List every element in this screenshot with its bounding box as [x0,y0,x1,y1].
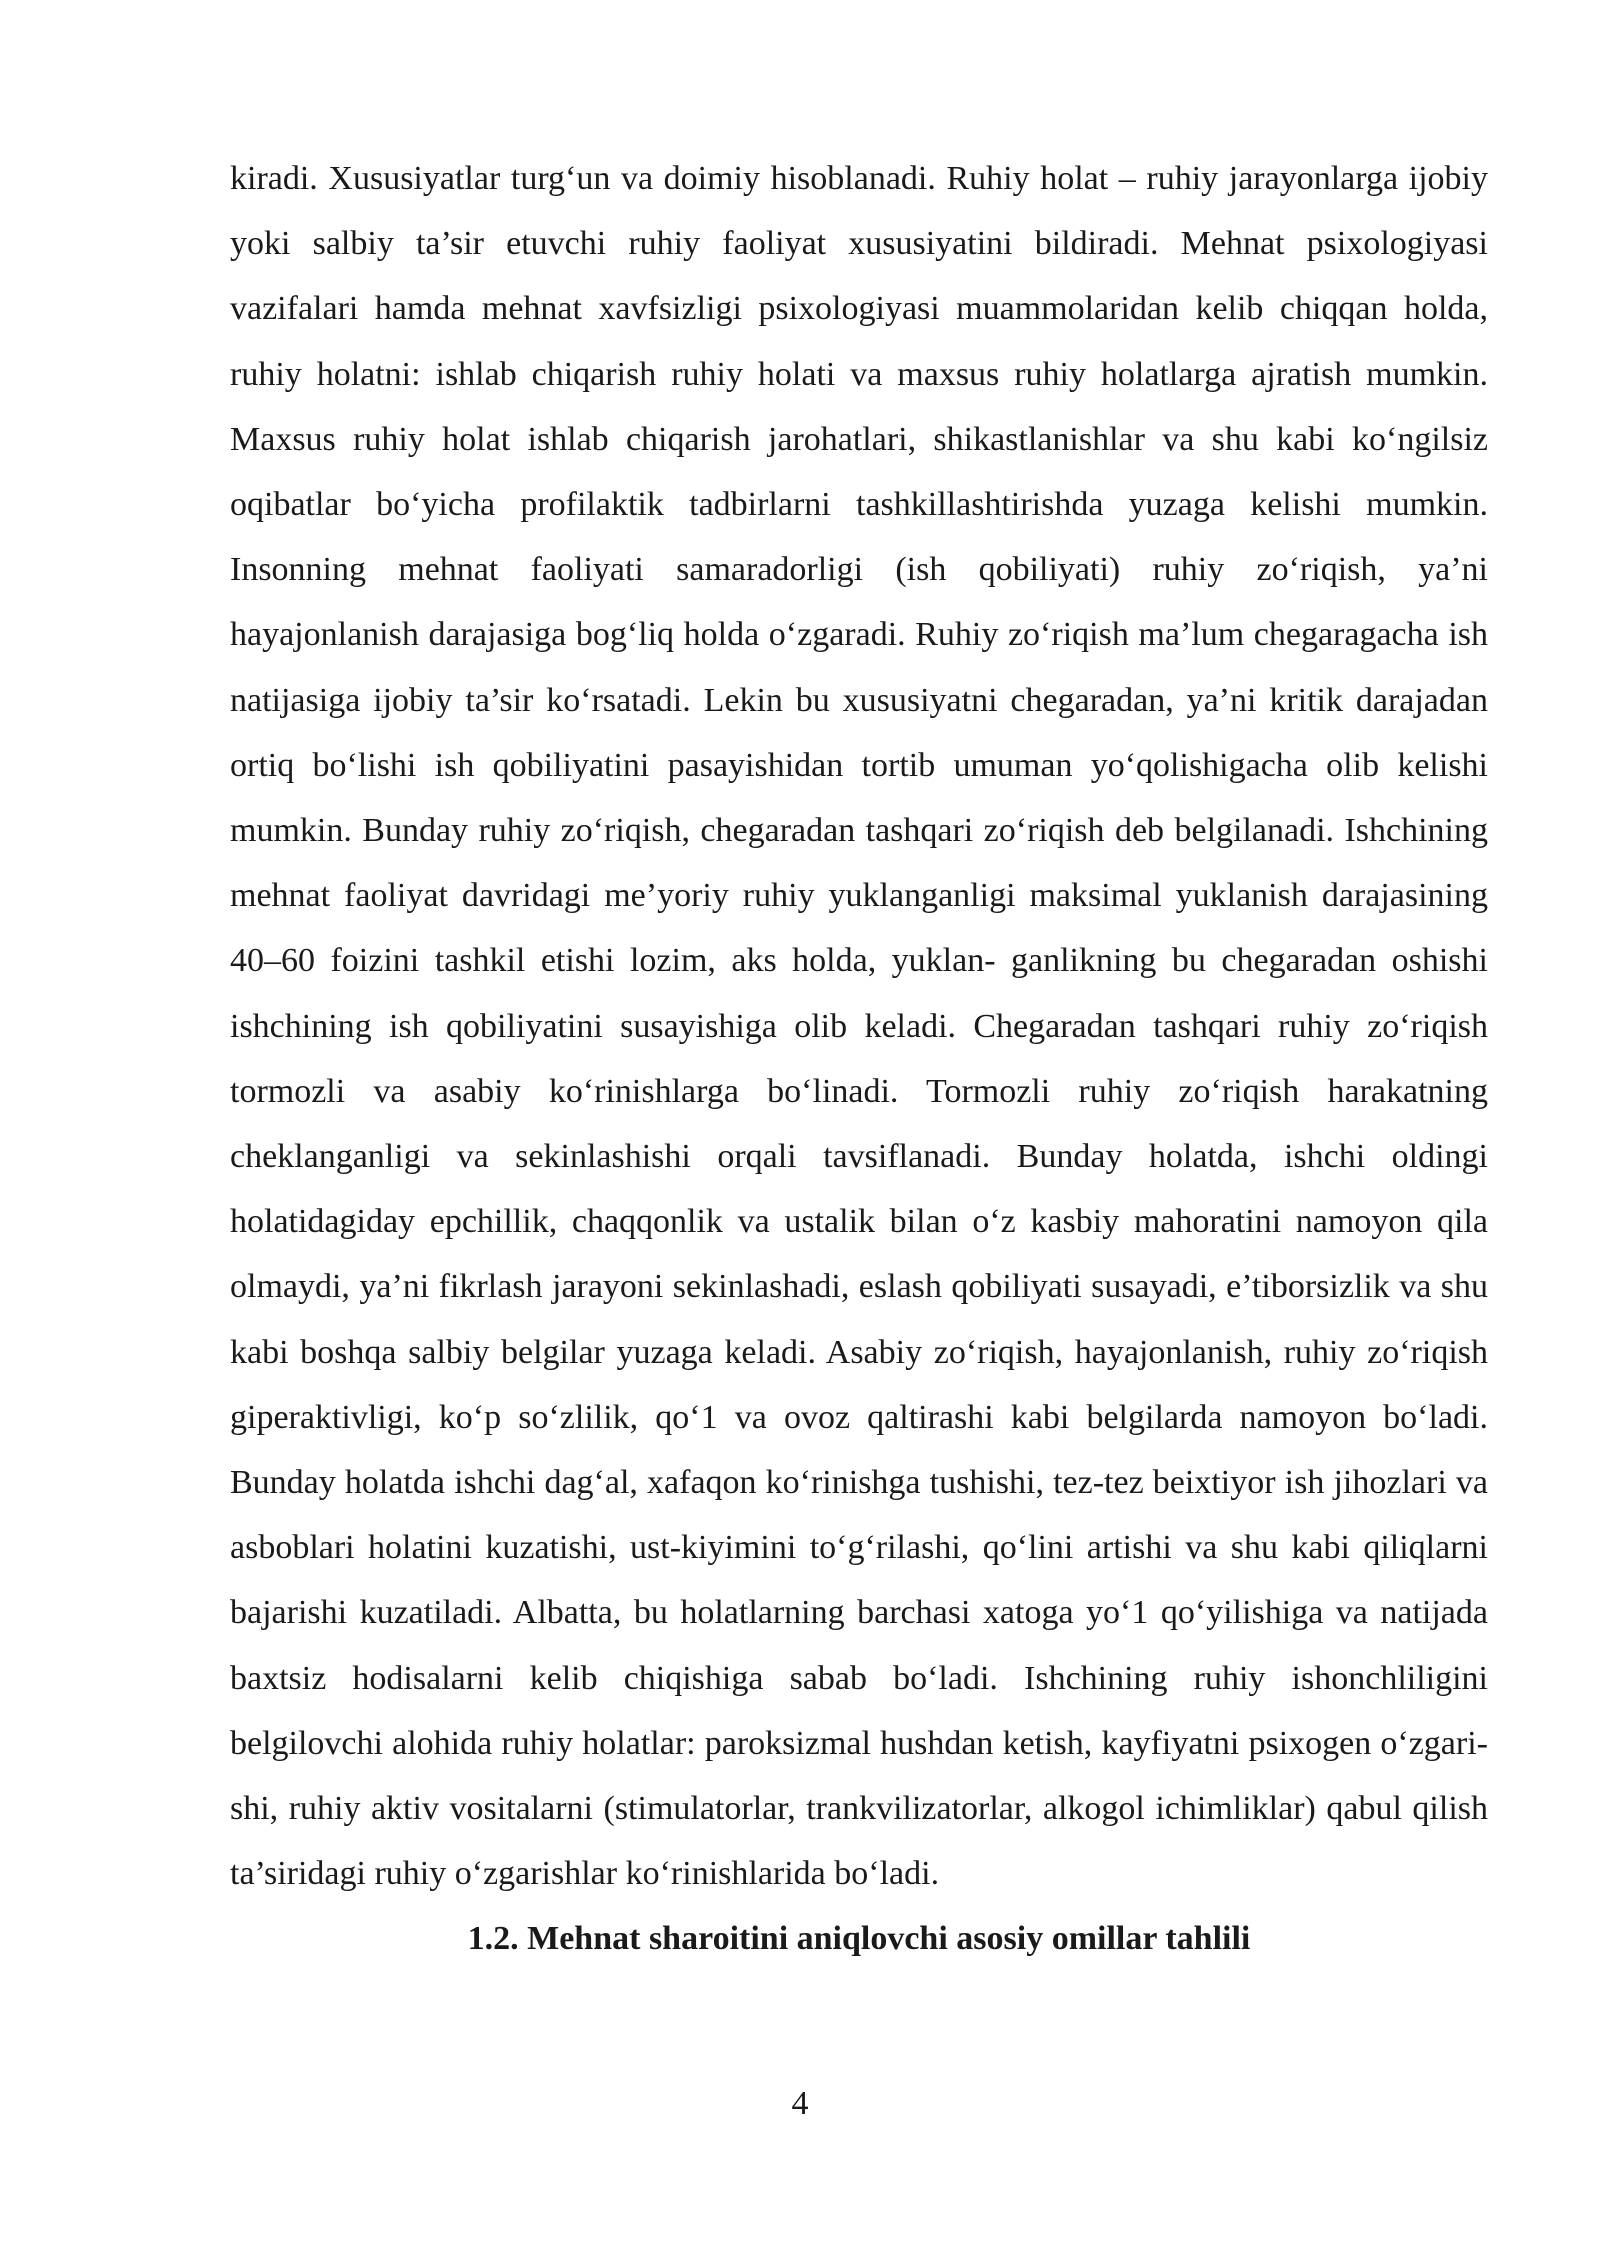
page-number: 4 [791,2085,809,2122]
section-heading: 1.2. Mehnat sharoitini aniqlovchi asosiy omillar tahlili [467,1920,1251,1958]
body-paragraph: kiradi. Xususiyatlar turg‘un va doimiy hisoblanadi. Ruhiy holat – ruhiy jarayonlarga ijobiy yoki salbiy ta’sir etuvchi ruhiy faoliyat xususiyatini bildiradi. Mehnat psixologiyasi vazifalari hamda mehnat xavfsizligi psixologiyasi muammolaridan kelib chiqqan holda, ruhiy holatni: ishlab chiqarish ruhiy holati va maxsus ruhiy holatlarga ajratish mumkin. Maxsus ruhiy holat ishlab chiqarish jarohatlari, shikastlanishlar va shu kabi ko‘ngilsiz oqibatlar bo‘yicha profilaktik tadbirlarni tashkillashtirishda yuzaga kelishi mumkin. Insonning mehnat faoliyati samaradorligi (ish qobiliyati) ruhiy zo‘riqish, ya’ni hayajonlanish darajasiga bog‘liq holda o‘zgaradi. Ruhiy zo‘riqish ma’lum chegaragacha ish natijasiga ijobiy ta’sir ko‘rsatadi. Lekin bu xususiyatni chegaradan, ya’ni kritik darajadan ortiq bo‘lishi ish qobiliyatini pasayishidan tortib umuman yo‘qolishigacha olib kelishi mumkin. Bunday ruhiy zo‘riqish, chegaradan tashqari zo‘riqish deb belgilanadi. Ishchining mehnat faoliyat davridagi me’yoriy ruhiy yuklanganligi maksimal yuklanish darajasining 40–60 foizini tashkil etishi lozim, aks holda, yuklan- ganlikning bu chegaradan oshishi ishchining ish qobiliyatini susayishiga olib keladi. Chegaradan tashqari ruhiy zo‘riqish tormozli va asabiy ko‘rinishlarga bo‘linadi. Tormozli ruhiy zo‘riqish harakatning cheklanganligi va sekinlashishi orqali tavsiflanadi. Bunday holatda, ishchi oldingi holatidagiday epchillik, chaqqonlik va ustalik bilan o‘z kasbiy mahoratini namoyon qila olmaydi, ya’ni fikrlash jarayoni sekinlashadi, eslash qobiliyati susayadi, e’tiborsizlik va shu kabi boshqa salbiy belgilar yuzaga keladi. Asabiy zo‘riqish, hayajonlanish, ruhiy zo‘riqish giperaktivligi, ko‘p so‘zlilik, qo‘1 va ovoz qaltirashi kabi belgilarda namoyon bo‘ladi. Bunday holatda ishchi dag‘al, xafaqon ko‘rinishga tushishi, tez-tez beixtiyor ish jihozlari va asboblari holatini kuzatishi, ust-kiyimini to‘g‘rilashi, qo‘lini artishi va shu kabi qiliqlarni bajarishi kuzatiladi. Albatta, bu holatlarning barchasi xatoga yo‘1 qo‘yilishiga va natijada baxtsiz hodisalarni kelib chiqishiga sabab bo‘ladi. Ishchining ruhiy ishonchliligini belgilovchi alohida ruhiy holatlar: paroksizmal hushdan ketish, kayfiyatni psixogen o‘zgari-shi, ruhiy aktiv vositalarni (stimulatorlar, trankvilizatorlar, alkogol ichimliklar) qabul qilish ta’siridagi ruhiy o‘zgarishlar ko‘rinishlarida bo‘ladi. [230,160,1488,1893]
document-page [230,146,1488,1971]
